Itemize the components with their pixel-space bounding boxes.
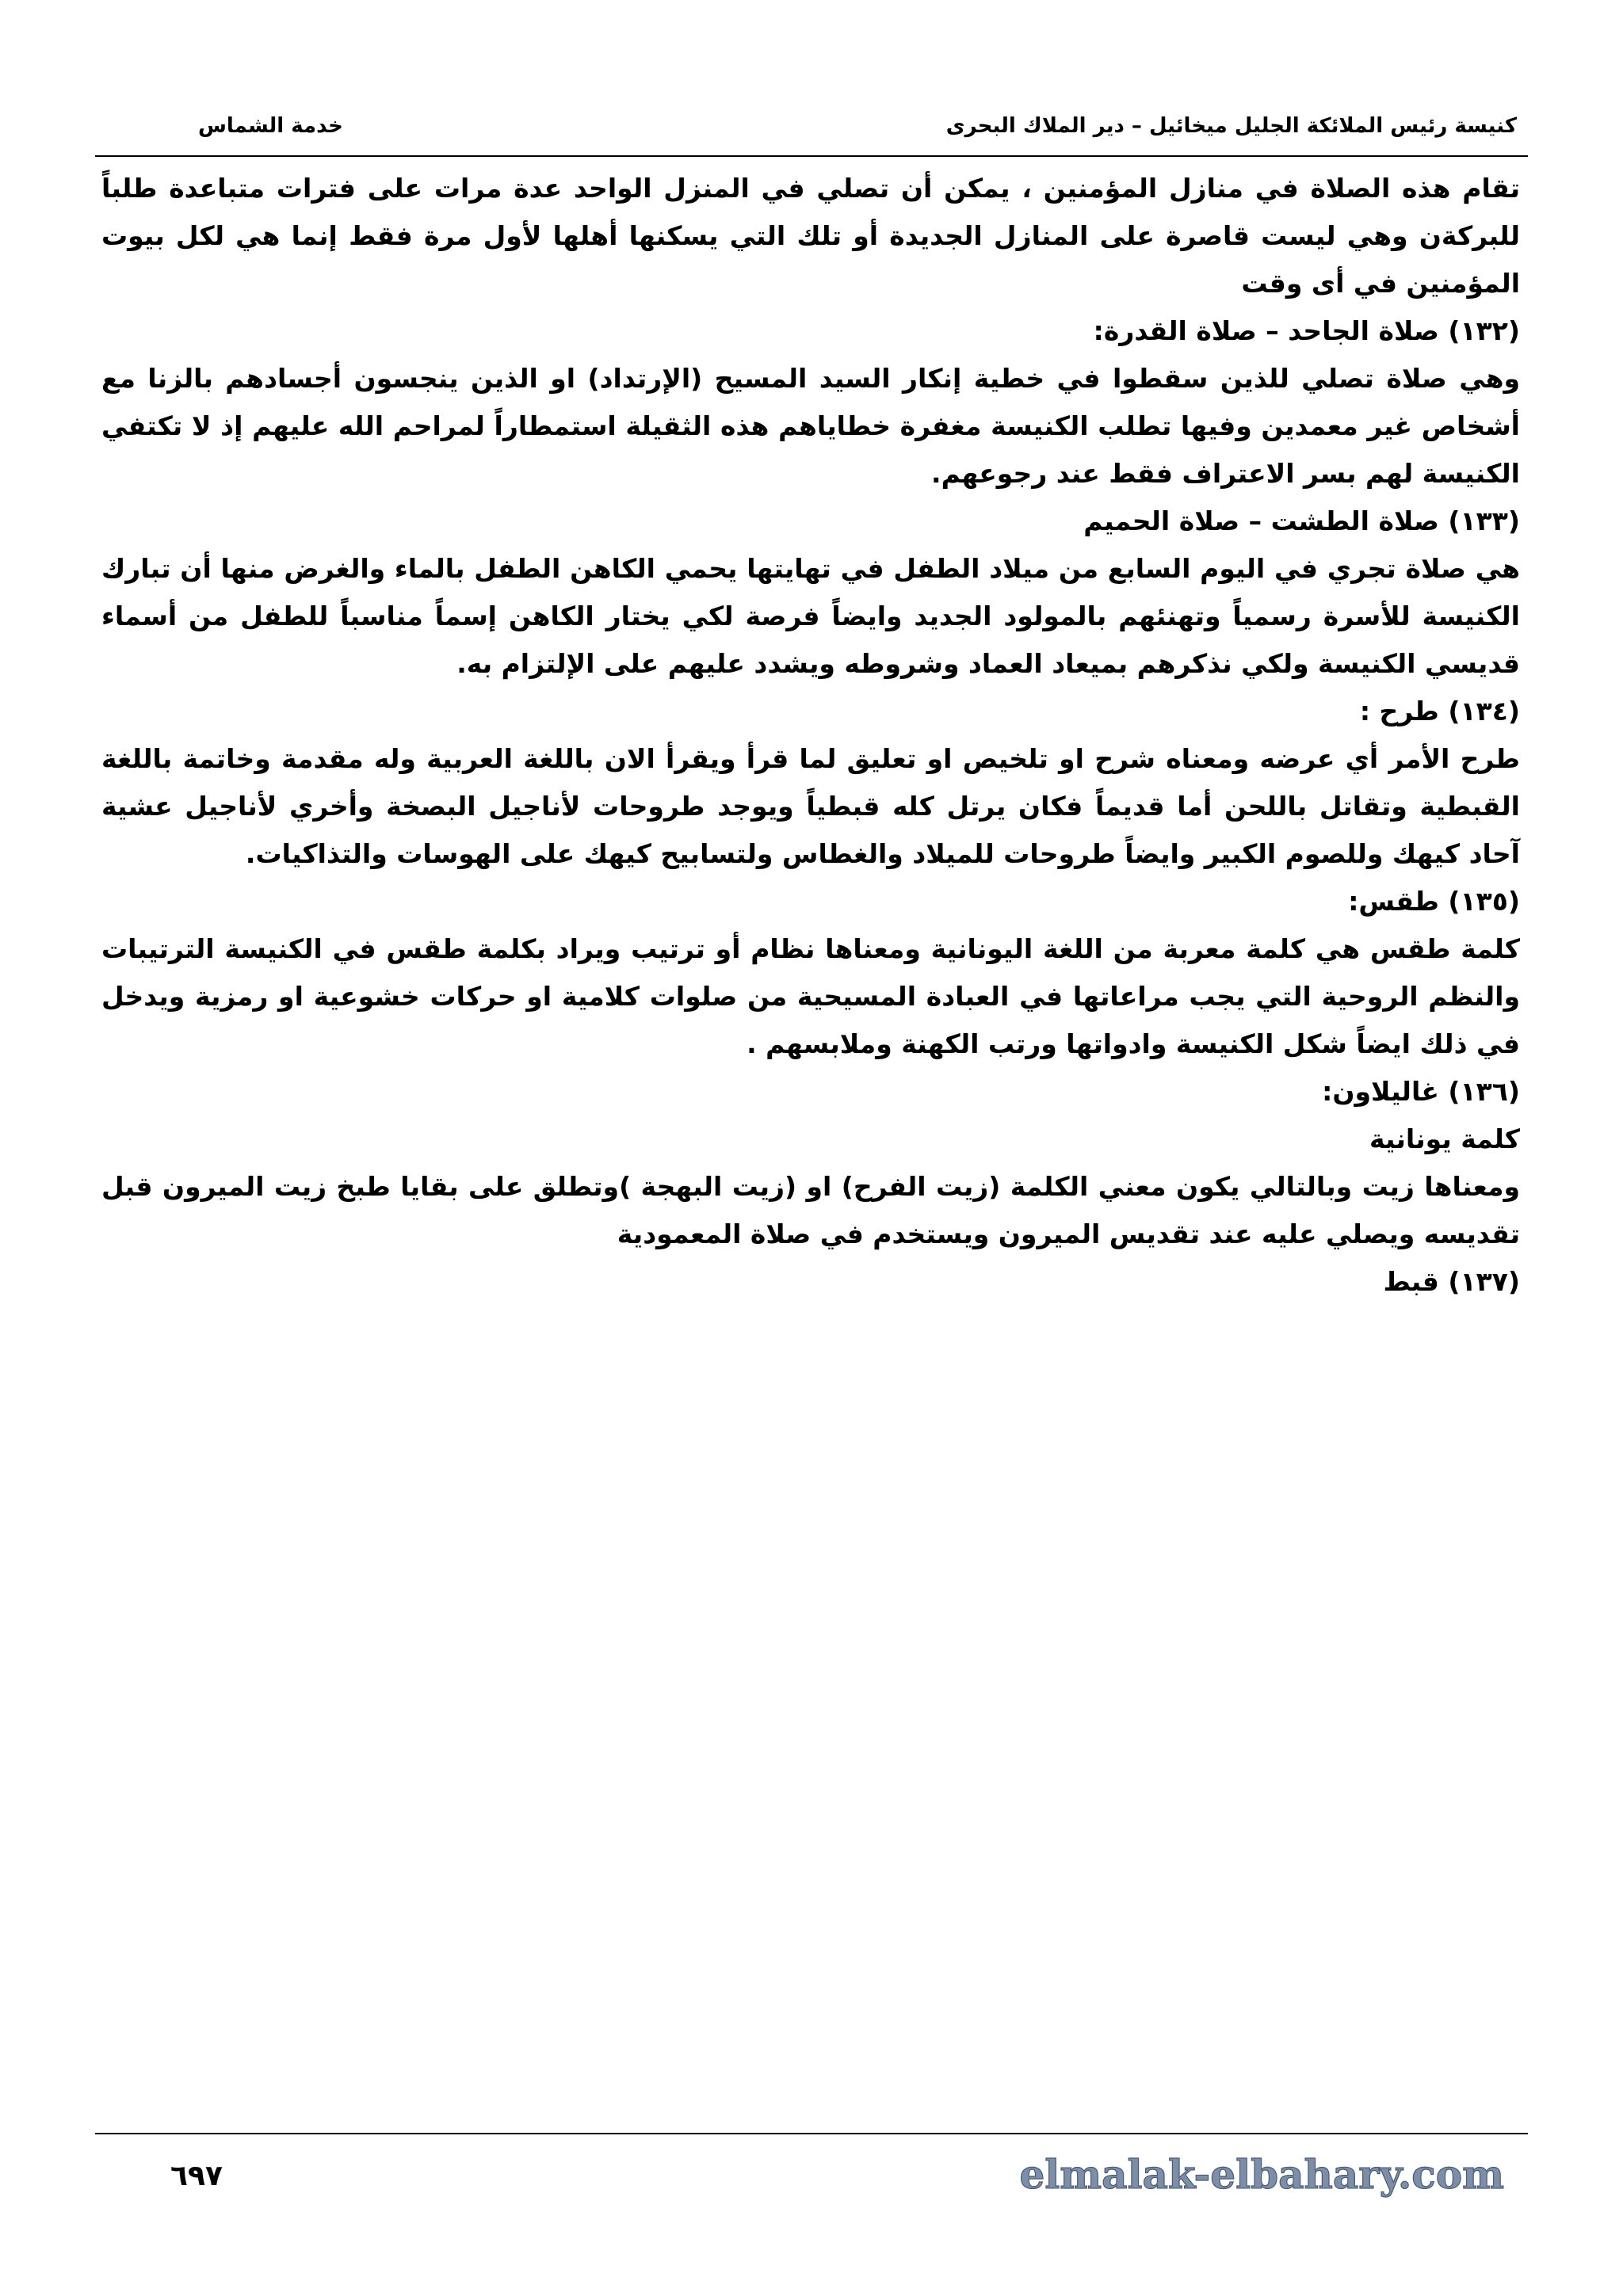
heading-133: (١٣٣) صلاة الطشت – صلاة الحميم <box>1083 505 1520 536</box>
page-number: ٦٩٧ <box>170 2160 223 2192</box>
site-logo <box>949 2145 1520 2201</box>
heading-134: (١٣٤) طرح : <box>1359 696 1520 727</box>
paragraph-denier-prayer: وهي صلاة تصلي للذين سقطوا في خطية إنكار السيد المسيح (الإرتداد) او الذين ينجسون أجسادهم بالزنا مع أشخاص غير معمدين وفيها تطلب الكنيسة مغفرة خطاياهم هذه الثقيلة استمطاراً لمراحم الله عليهم إذ لا تكتفي الكنيسة لهم بسر الاعتراف فقط عند رجوعهم. <box>101 363 1520 489</box>
header-section-title: خدمة الشماس <box>198 114 343 138</box>
paragraph-tarh: طرح الأمر أي عرضه ومعناه شرح او تلخيص او تعليق لما قرأ ويقرأ الان باللغة العربية وله مقدمة وخاتمة باللغة القبطية وتقاتل باللحن أما قديماً فكان يرتل كله قبطياً ويوجد طروحات لأناجيل البصخة وأخري لأناجيل عشية آحاد كيهك وللصوم الكبير وايضاً طروحات للميلاد والغطاس ولتسابيح كيهك على الهوسات والتذاكيات. <box>101 743 1520 869</box>
paragraph-galilaon: ومعناها زيت وبالتالي يكون معني الكلمة (زيت الفرح) او (زيت البهجة )وتطلق على بقايا طبخ زيت الميرون قبل تقديسه ويصلي عليه عند تقديس الميرون ويستخدم في صلاة المعمودية <box>101 1171 1520 1249</box>
header-divider <box>95 155 1528 157</box>
paragraph-taks: كلمة طقس هي كلمة معربة من اللغة اليونانية ومعناها نظام أو ترتيب ويراد بكلمة طقس في الكنيسة الترتيبات والنظم الروحية التي يجب مراعاتها في العبادة المسيحية من صلوات كلامية او حركات خشوعية او رمزية ويدخل في ذلك ايضاً شكل الكنيسة وادواتها ورتب الكهنة وملابسهم . <box>101 933 1520 1059</box>
heading-135: (١٣٥) طقس: <box>1348 886 1520 917</box>
header-church-title: كنيسة رئيس الملائكة الجليل ميخائيل – دير الملاك البحرى <box>945 114 1517 138</box>
heading-137: (١٣٧) قبط <box>1383 1266 1520 1297</box>
subheading-greek-word: كلمة يونانية <box>1369 1123 1520 1154</box>
footer-divider <box>95 2133 1528 2134</box>
heading-132: (١٣٢) صلاة الجاحد – صلاة القدرة: <box>1093 315 1520 346</box>
site-logo-text: elmalak-elbahary.com <box>1019 2151 1504 2198</box>
page-header <box>95 109 1528 149</box>
document-body <box>101 165 1520 1306</box>
heading-136: (١٣٦) غاليلاون: <box>1322 1076 1520 1107</box>
paragraph-house-blessing: تقام هذه الصلاة في منازل المؤمنين ، يمكن أن تصلي في المنزل الواحد عدة مرات على فترات متباعدة طلباً للبركةن وهي ليست قاصرة على المنازل الجديدة أو تلك التي يسكنها أهلها لأول مرة فقط إنما هي لكل بيوت المؤمنين في أى وقت <box>101 173 1520 299</box>
paragraph-basin-prayer: هي صلاة تجري في اليوم السابع من ميلاد الطفل في تهايتها يحمي الكاهن الطفل بالماء والغرض منها أن تبارك الكنيسة للأسرة رسمياً وتهنئهم بالمولود الجديد وايضاً فرصة لكي يختار الكاهن إسماً مناسباً للطفل من أسماء قديسي الكنيسة ولكي نذكرهم بميعاد العماد وشروطه ويشدد عليهم على الإلتزام به. <box>101 553 1520 679</box>
